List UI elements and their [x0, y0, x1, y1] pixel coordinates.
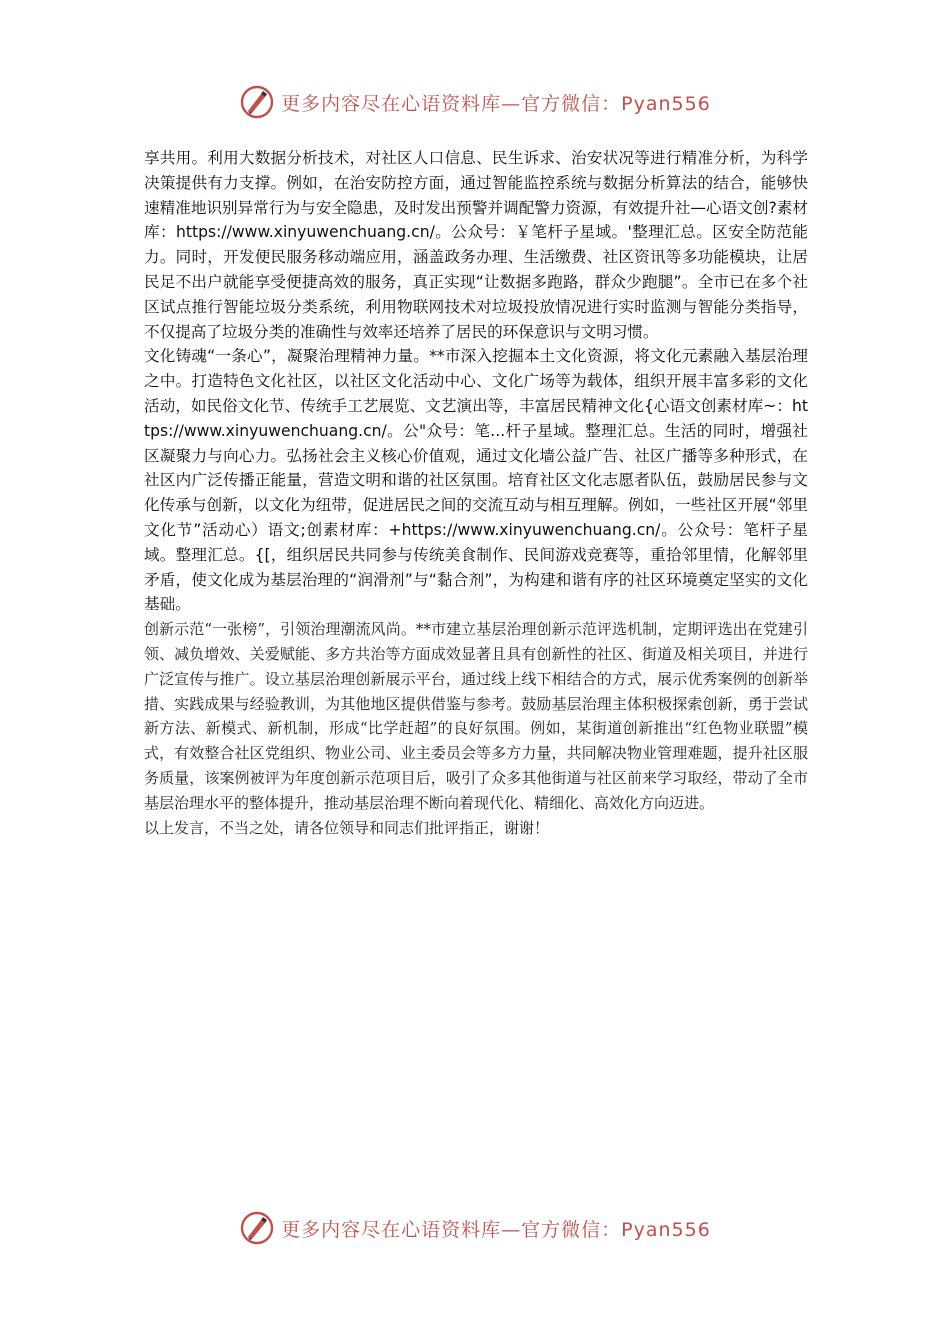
footer-banner — [0, 1206, 950, 1250]
footer-banner-text — [281, 1215, 711, 1242]
header-banner-label: 更多内容尽在心语资料库—官方微信： — [281, 92, 622, 115]
header-banner-text — [281, 89, 711, 116]
document-body — [144, 146, 808, 840]
pen-circle-logo-icon — [239, 84, 275, 120]
footer-banner-label: 更多内容尽在心语资料库—官方微信： — [281, 1218, 622, 1241]
paragraph-digital-governance: 享共用。利用大数据分析技术，对社区人口信息、民生诉求、治安状况等进行精准分析，为科学决策提供有力支撑。例如，在治安防控方面，通过智能监控系统与数据分析算法的结合，能够快速精准地识别异常行为与安全隐患，及时发出预警并调配警力资源，有效提升社—心语文创?素材库：https://www.xinyuwenchuang.cn/。公众号：￥笔杆子星域。'整理汇总。区安全防范能力。同时，开发便民服务移动端应用，涵盖政务办理、生活缴费、社区资讯等多功能模块，让居民足不出户就能享受便捷高效的服务，真正实现“让数据多跑路，群众少跑腿”。全市已在多个社区试点推行智能垃圾分类系统，利用物联网技术对垃圾投放情况进行实时监测与智能分类指导，不仅提高了垃圾分类的准确性与效率还培养了居民的环保意识与文明习惯。 — [144, 149, 808, 341]
header-wechat-id: Pyan556 — [621, 92, 711, 115]
pen-circle-logo-icon — [239, 1210, 275, 1246]
footer-wechat-id: Pyan556 — [621, 1218, 711, 1241]
paragraph-innovation: 创新示范“一张榜”，引领治理潮流风尚。**市建立基层治理创新示范评选机制，定期评选出在党建引领、减负增效、关爱赋能、多方共治等方面成效显著且具有创新性的社区、街道及相关项目，并进行广泛宣传与推广。设立基层治理创新展示平台，通过线上线下相结合的方式，展示优秀案例的创新举措、实践成果与经验教训，为其他地区提供借鉴与参考。鼓励基层治理主体积极探索创新，勇于尝试新方法、新模式、新机制，形成“比学赶超”的良好氛围。例如，某街道创新推出“红色物业联盟”模式，有效整合社区党组织、物业公司、业主委员会等多方力量，共同解决物业管理难题，提升社区服务质量，该案例被评为年度创新示范项目后，吸引了众多其他街道与社区前来学习取经，带动了全市基层治理水平的整体提升，推动基层治理不断向着现代化、精细化、高效化方向迈进。 — [144, 620, 808, 812]
header-banner — [0, 80, 950, 124]
paragraph-culture: 文化铸魂“一条心”，凝聚治理精神力量。**市深入挖掘本土文化资源，将文化元素融入基层治理之中。打造特色文化社区，以社区文化活动中心、文化广场等为载体，组织开展丰富多彩的文化活动，如民俗文化节、传统手工艺展览、文艺演出等，丰富居民精神文化{心语文创素材库~：https://www.xinyuwenchuang.cn/。公"众号：笔...杆子星域。整理汇总。生活的同时，增强社区凝聚力与向心力。弘扬社会主义核心价值观，通过文化墙公益广告、社区广播等多种形式，在社区内广泛传播正能量，营造文明和谐的社区氛围。培育社区文化志愿者队伍，鼓励居民参与文化传承与创新，以文化为纽带，促进居民之间的交流互动与相互理解。例如，一些社区开展“邻里文化节”活动心）语文;创素材库：+https://www.xinyuwenchuang.cn/。公众号：笔杆子星域。整理汇总。{[，组织居民共同参与传统美食制作、民间游戏竞赛等，重拾邻里情，化解邻里矛盾，使文化成为基层治理的“润滑剂”与“黏合剂”，为构建和谐有序的社区环境奠定坚实的文化基础。 — [144, 347, 808, 614]
paragraph-closing: 以上发言，不当之处，请各位领导和同志们批评指正，谢谢！ — [144, 818, 550, 837]
